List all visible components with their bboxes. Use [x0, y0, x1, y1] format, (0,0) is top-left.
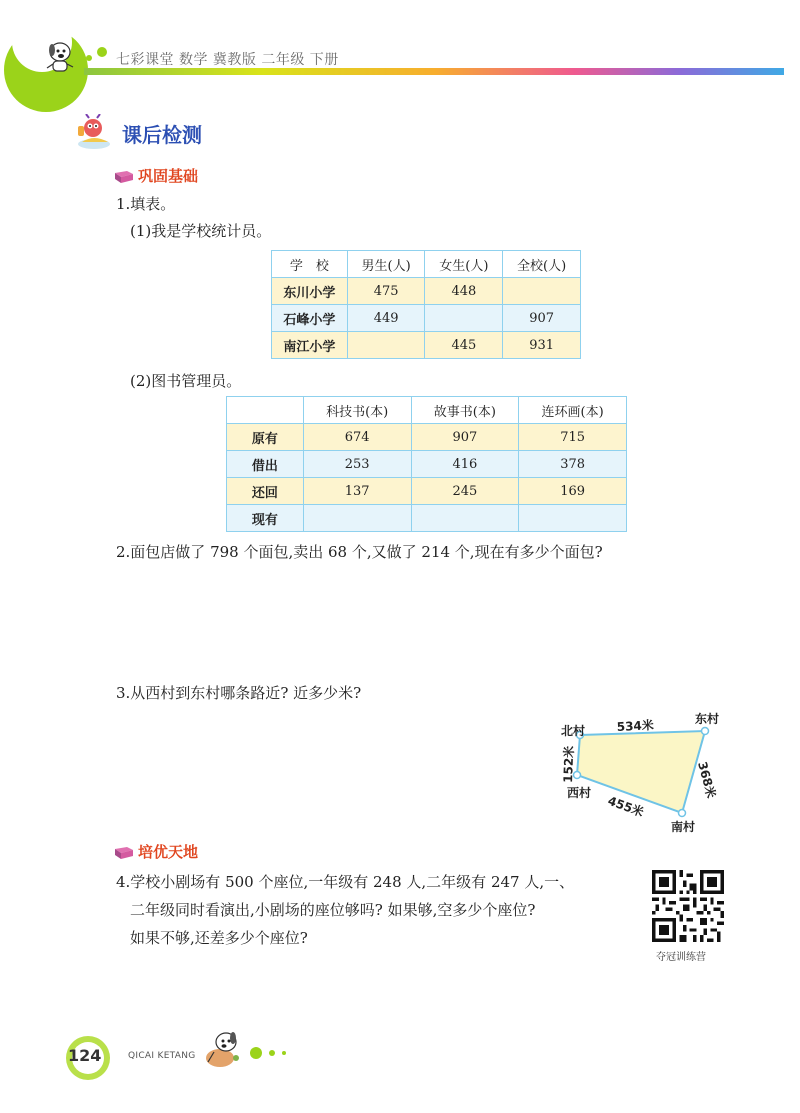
table-cell: 475 [347, 278, 425, 305]
south-village-point [679, 810, 686, 817]
sub-title-advanced: 培优天地 [138, 843, 199, 861]
table-row [272, 278, 581, 305]
school-stats-table [271, 250, 581, 359]
dog-mascot-icon [200, 1028, 246, 1068]
south-village-label: 南村 [671, 820, 696, 834]
row-label: 借出 [227, 451, 304, 478]
qr-code[interactable] [652, 870, 724, 942]
north-village-label: 北村 [561, 724, 586, 738]
table-cell: 715 [519, 424, 627, 451]
question-4-line-2: 二年级同时看演出,小剧场的座位够吗? 如果够,空多少个座位? [130, 901, 536, 919]
table-header-cell: 科技书(本) [303, 397, 411, 424]
section-title: 课后检测 [122, 123, 202, 147]
west-village-label: 西村 [567, 786, 592, 800]
question-1-part-2: (2)图书管理员。 [130, 372, 242, 390]
qr-caption: 夺冠训练营 [656, 952, 706, 963]
sub-title-consolidate: 巩固基础 [138, 167, 199, 185]
table-cell: 416 [411, 451, 519, 478]
question-2: 2.面包店做了 798 个面包,卖出 68 个,又做了 214 个,现在有多少个面包? [116, 543, 603, 561]
table-header-row [272, 251, 581, 278]
table-cell: 169 [519, 478, 627, 505]
table-cell: 448 [425, 278, 503, 305]
east-village-label: 东村 [695, 712, 720, 726]
table-header-row [227, 397, 627, 424]
table-cell [425, 305, 503, 332]
table-cell: 907 [411, 424, 519, 451]
table-header-cell: 连环画(本) [519, 397, 627, 424]
table-cell: 931 [503, 332, 581, 359]
east-village-point [702, 728, 709, 735]
table-header-cell: 女生(人) [425, 251, 503, 278]
table-cell: 445 [425, 332, 503, 359]
table-cell: 378 [519, 451, 627, 478]
question-4-line-3: 如果不够,还差多少个座位? [130, 929, 308, 947]
footer-brand: QICAI KETANG [128, 1051, 196, 1061]
table-cell: 137 [303, 478, 411, 505]
row-label: 还回 [227, 478, 304, 505]
table-cell [303, 505, 411, 532]
table-cell [347, 332, 425, 359]
table-row [227, 424, 627, 451]
header-dots-icon [84, 44, 114, 64]
footer-dots-icon [248, 1046, 298, 1060]
mascot-section-icon [74, 114, 114, 150]
library-table [226, 396, 627, 532]
table-header-cell: 男生(人) [347, 251, 425, 278]
table-row [227, 505, 627, 532]
table-cell [411, 505, 519, 532]
row-label: 东川小学 [272, 278, 348, 305]
table-header-cell [227, 397, 304, 424]
table-cell: 907 [503, 305, 581, 332]
table-cell: 253 [303, 451, 411, 478]
row-label: 南江小学 [272, 332, 348, 359]
distance-left: 152米 [561, 745, 577, 784]
question-1: 1.填表。 [116, 195, 176, 213]
book-icon [114, 846, 134, 860]
row-label: 原有 [227, 424, 304, 451]
table-header-cell: 故事书(本) [411, 397, 519, 424]
question-4-line-1: 4.学校小剧场有 500 个座位,一年级有 248 人,二年级有 247 人,一、 [116, 873, 575, 891]
page-number: 124 [68, 1046, 102, 1065]
table-cell: 449 [347, 305, 425, 332]
table-cell [519, 505, 627, 532]
table-row [272, 332, 581, 359]
table-header-cell: 学 校 [272, 251, 348, 278]
dog-mascot-icon [42, 40, 78, 74]
village-map [555, 705, 735, 840]
table-cell: 245 [411, 478, 519, 505]
table-row [227, 478, 627, 505]
header-title: 七彩课堂 数学 冀教版 二年级 下册 [116, 52, 339, 68]
header-rainbow-strip [84, 68, 784, 75]
row-label: 现有 [227, 505, 304, 532]
table-header-cell: 全校(人) [503, 251, 581, 278]
distance-right: 368米 [695, 760, 719, 800]
question-1-part-1: (1)我是学校统计员。 [130, 222, 272, 240]
table-cell [503, 278, 581, 305]
distance-top: 534米 [616, 718, 655, 734]
row-label: 石峰小学 [272, 305, 348, 332]
question-3: 3.从西村到东村哪条路近? 近多少米? [116, 684, 362, 702]
table-row [227, 451, 627, 478]
table-cell: 674 [303, 424, 411, 451]
distance-bottom: 455米 [605, 793, 646, 820]
book-icon [114, 170, 134, 184]
map-shape [577, 731, 705, 813]
table-row [272, 305, 581, 332]
